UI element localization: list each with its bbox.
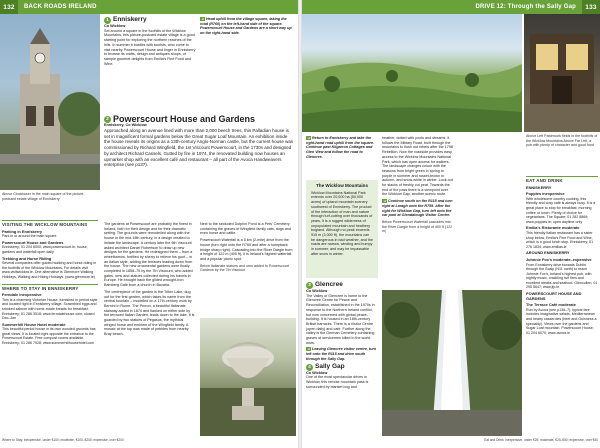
eat-drink-title: EAT AND DRINK bbox=[526, 176, 598, 184]
enniskerry-entry bbox=[104, 17, 196, 68]
waterfall-caption: Below Powerscourt Waterfall cascades into the River Dargle from a height of 400 ft (122 m) bbox=[382, 219, 453, 234]
map-pin-2: 2 bbox=[104, 116, 111, 123]
enniskerry-directions-col bbox=[200, 17, 294, 38]
glencree-title: Glencree bbox=[315, 281, 343, 289]
powerscourt-col1 bbox=[104, 222, 196, 339]
e1-text: With wholesome country cooking, this friendly and cosy café is always busy. It is a great place to stop for breakfast, morning coffee or lunch. Plenty of choice for vegetarians. The Square; 01 282 8869; www.poppies.ie; open daytime only bbox=[526, 196, 596, 224]
right-col2 bbox=[382, 136, 454, 234]
powerscourt-col2b-text: Powerscourt Waterfall is a 5 km (2-mile) drive from the house (turn right onto the R760 and after a humpback bridge sharp right). Cascading into the River Dargle from a height of 122 m (400 ft), it is Ireland's highest waterfall and a popular picnic spot. bbox=[200, 238, 293, 261]
clocktower-photo bbox=[0, 14, 100, 190]
powerscourt-heading bbox=[104, 116, 294, 123]
enniskerry-text: Set around a square in the foothills of the Wicklow Mountains, this picture-postcard estate village is a good starting point for exploring the northern reaches of the hills. In summer it bustles with tourists, who come to visit nearby Powerscourt House and linger in Enniskerry to browse its crafts, design and antiques shops, or sample gourmet delights from Emilia's Fine Food and Wine. bbox=[104, 28, 196, 66]
e3-text: From Enniskerry drive towards Dublin through the Scalp (N11 north) to reach Johnnie Fox's, Ireland's highest pub, with nightly music, crackling turf fires and excellent steaks and seafood. Glencullen; 01 295 5647; www.jfp.ie bbox=[526, 262, 598, 290]
clocktower-illustration bbox=[0, 14, 100, 190]
map-pin-4: 4 bbox=[306, 364, 313, 371]
enniskerry-county: Co Wicklow bbox=[104, 24, 126, 28]
ph-title: Powerscourt House and Gardens bbox=[2, 239, 64, 245]
gardens-statue-photo bbox=[200, 318, 296, 436]
glencree-heading bbox=[306, 282, 378, 289]
right-page-header bbox=[302, 0, 600, 14]
pub-illustration bbox=[524, 14, 600, 132]
stay2-text: This beautiful period house in its own wooded grounds has great views. It is located right opposite the entrance to the Powerscourt Estate. Free compost rooms available. Enniskerry; 01 286 7928; www.summerhillhousehotel.com bbox=[2, 327, 96, 346]
glencree-route-directions-text: Return to Enniskerry and take the right-hand road uphill from the square. Continue past Kilgarron Cottages and Glen View and follow the road to Glencree. bbox=[306, 136, 375, 159]
visiting-sidebar-title: VISITING THE WICKLOW MOUNTAINS bbox=[2, 220, 98, 228]
infobox-title: The Wicklow Mountains bbox=[315, 183, 369, 188]
right-footer: Eat and Drink: inexpensive, under €25; moderate, €25–€50; expensive, over €50 bbox=[484, 438, 598, 442]
pub-photo bbox=[524, 14, 600, 132]
eat-sub-enniskerry: ENNISKERRY bbox=[526, 184, 552, 190]
powerscourt-county: Enniskerry, Co Wicklow bbox=[104, 123, 147, 127]
e4-title: The Terrace Café moderate bbox=[526, 302, 576, 308]
glencree-text: The Valley of Glencree is home to the Glencree Centre for Peace and Reconciliation, established in the 1970s in response to the Northern Ireland conflict, but now concerned with global peace-building. It is housed in an 18th-century British barracks. There is a Visitor Centre (open daily) and café. Further along the valley is the German Cemetery containing graves of servicemen killed in the world wars. bbox=[306, 293, 375, 345]
enniskerry-heading bbox=[104, 17, 196, 24]
powerscourt-entry bbox=[104, 116, 294, 170]
visiting-sidebar bbox=[2, 220, 98, 346]
parking-title: Parking in Enniskerry bbox=[2, 228, 43, 234]
sallygap-county: Co Wicklow bbox=[306, 370, 328, 375]
map-pin-3: 3 bbox=[306, 282, 313, 289]
countryside-fields-photo bbox=[302, 14, 522, 132]
statue-urn-illustration bbox=[200, 318, 296, 436]
direction-arrow-icon: ➔ bbox=[383, 199, 386, 204]
enniskerry-directions bbox=[200, 17, 294, 36]
stay2-title: Summerhill House Hotel moderate bbox=[2, 321, 66, 327]
sallygap-heading bbox=[306, 364, 378, 371]
glencree-directions bbox=[306, 347, 378, 361]
powerscourt-col1b-text: The centrepiece of the garden is the Triton Lake, dug out for the first garden, which takes its name from the central fountain – modelled on a 17th-century work by Bernini in Rome. The Perron, a beautiful Italianate stairway added in 1874 and flanked on either side by the terraced Italian Garden, leads down to the lake. It is guarded by two statues of Pegasus, the mythical winged horse and emblem of the Wingfield family. A mosaic at the top was made of pebbles from nearby Bray beach. bbox=[104, 289, 195, 337]
glencree-entry bbox=[306, 282, 378, 391]
glencree-route-directions bbox=[306, 136, 378, 160]
trek-title: Trekking and Horse Riding bbox=[2, 255, 52, 261]
left-page-header bbox=[0, 0, 298, 14]
enniskerry-directions-text: Head uphill from the village square, taking the road (R760) on the left-hand side of the square. Powerscourt House and Gardens are a short way up on the right-hand side. bbox=[200, 17, 292, 36]
e4-text: Run by Avoca (see p136–7), typical fare includes imaginative salads, Mediterranean and hearty casseroles (beef and Guinness a speciality). Views over the gardens and Sugar Loaf mountain. Powerscourt House; 01 204 6070; www.avoca.ie bbox=[526, 307, 597, 335]
direction-arrow-icon: ➔ bbox=[307, 347, 310, 352]
stay-title: WHERE TO STAY IN ENNISKERRY bbox=[2, 284, 98, 292]
gardens-caption: Below Italianate statues and urns added to Powerscourt Gardens by the 7th Viscount bbox=[200, 263, 289, 273]
powerscourt-col2-text: Next to the secluded Dolphin Pond is a Pets' Cemetery containing the graves of Wingfield family cats, dogs and even horse and cattle. bbox=[200, 222, 292, 236]
clocktower-caption: Above Clocktower in the main square of the picture-postcard estate village of Enniskerry bbox=[2, 192, 85, 201]
e2-text: This friendly Italian restaurant has a sister shop below, Emilia's Fine Food and Wine, which is a good lunch stop. Enniskerry; 01 276 1834; www.emilias.ie bbox=[526, 230, 594, 249]
powerscourt-intro: Approached along an avenue lined with more than 2,000 beech trees, this Palladian house is set in magnificent formal gardens below the Great Sugar Loaf Mountain. An exhibition inside the house reveals its origins as a 13th-century Anglo-Norman castle, but the current house was commissioned by Richard Wingfield, the 1st Viscount Powerscourt, in the 1730s and designed by architect Richard Cassels. Gutted by fire in 1974, the renovated building now houses an upmarket shop with an excellent café and restaurant – all part of the Avoca Handweavers enterprise (see p137). bbox=[104, 127, 294, 168]
waterfall-photo bbox=[382, 290, 522, 436]
right-page-number: 133 bbox=[582, 0, 600, 14]
glendalough-directions-text: Continue south on the R115 and turn right at Laragh onto the R755. After the right for Wicklow Gap, turn left onto the car park at Glendalough Visitor Centre. bbox=[382, 199, 453, 218]
stay1-title: Ferndale inexpensive bbox=[2, 292, 42, 298]
pub-caption: Above Left Patchwork fields in the foothills of the Wicklow Mountains Above Far Left, a pub with plenty of character and good food bbox=[526, 134, 598, 148]
e3-title: Johnnie Fox's moderate–expensive bbox=[526, 256, 592, 262]
glendalough-directions bbox=[382, 199, 454, 218]
e1-title: Poppies inexpensive bbox=[526, 191, 565, 197]
eat-sub-powerscourt: POWERSCOURT HOUSE AND GARDENS bbox=[526, 291, 582, 301]
direction-arrow-icon: ➔ bbox=[201, 17, 204, 21]
e2-title: Emilia's Ristorante moderate bbox=[526, 225, 580, 231]
waterfall-illustration bbox=[382, 290, 522, 436]
ph-text: Enniskerry; 01 204 6000; www.powerscourt.ie; house, gardens and waterfall open daily bbox=[2, 245, 88, 254]
powerscourt-col1-text: The gardens at Powerscourt are probably the finest in Ireland, both for their design and for their dramatic setting. The grounds were remodelled along with the house in the mid-18th century, in a design created to imitate the landscape. A century later the 6th Viscount asked architect Daniel Robertson to draw up new designs for the gardens. He redesigned them – from a wheelbarrow, fortified by sherry to relieve his gout – in an Italian style, adding the terraces leading down from the house. The new ornamental gardens were finally completed in 1858–75 by the 7th Viscount, who added gates, urns and statues collected during his travels in Europe. He brought back the gilded wrought-iron Bamberg Gate from a church in Bavaria. bbox=[104, 222, 193, 288]
trek-text: Several companies offer guided walking and horse-riding in the foothills of the Wicklow Mountains. For details visit www.visitwicklow.ie. One alternative is Glenmore Walking Holidays, Walking and Hiking Holidays. (www.glenmore.ie) bbox=[2, 261, 97, 279]
powerscourt-col2 bbox=[200, 222, 294, 273]
sallygap-title: Sally Gap bbox=[315, 362, 345, 370]
eat-drink-sidebar bbox=[526, 176, 598, 335]
glencree-county: Co Wicklow bbox=[306, 289, 328, 293]
map-pin-1: 1 bbox=[104, 17, 111, 24]
enniskerry-title: Enniskerry bbox=[113, 16, 147, 24]
right-running-title: DRIVE 12: Through the Sally Gap bbox=[475, 4, 576, 10]
left-footer: Where to Stay: inexpensive, under €100; moderate, €100–€200; expensive, over €200 bbox=[2, 438, 124, 442]
powerscourt-title: Powerscourt House and Gardens bbox=[113, 114, 256, 125]
wicklow-mountains-infobox bbox=[306, 180, 378, 278]
sallygap-continued-text: heather, dotted with pools and streams. It follows the Military Road, built through the mountains to flush out rebels after the 1798 Rebellion. Now the roadside provides easy access to the Wicklow Mountains National Park, which has open access for walkers. The landscape changes colour with the seasons from bright green in spring to purple in summer and russet-brown in autumn, and snow-white in winter. Look out for stacks of freshly cut peat. Towards the end of the pass there is a viewpoint over the Wicklow Gap, another scenic route. bbox=[382, 136, 453, 197]
glencree-directions-text: Leaving Glencree visitor centre, turn left onto the R115 and drive south through the Sally Gap. bbox=[306, 347, 377, 361]
infobox-text: Wicklow Mountains National Park extends over 20,000 ha (50,000 acres) of upland mountain scenery southwest of Enniskerry. The product of the interaction of man and nature through turf-cutting over thousands of years, it is a rugged wilderness of unpopulated mountain and heathery bogland. Although no peak exceeds 915 m (3,000 ft), the mountains can be dangerous in bad weather, and the roads are narrow, winding and bumpy in summer, and may be impassable after snow in winter. bbox=[311, 190, 373, 256]
left-running-title: BACK ROADS IRELAND bbox=[24, 4, 97, 10]
eat-sub-around: AROUND ENNISKERRY bbox=[526, 250, 570, 256]
fields-illustration bbox=[302, 14, 522, 132]
sallygap-text: One of the most spectacular drives in Wicklow, this remote mountain pass is surrounded by blanket bog and bbox=[306, 375, 369, 389]
parking-text: Park in or around the main square. bbox=[2, 234, 58, 239]
stay1-text: This is a charming Victorian House, furnished in period style and located right in Enniskerry village. Scrambled eggs and smoked salmon with home-made breads for breakfast. Enniskerry; 01 286 3518; www.ferndalehouse.com; closed Dec–Jan bbox=[2, 297, 98, 321]
direction-arrow-icon: ➔ bbox=[307, 136, 310, 140]
left-page-number: 132 bbox=[0, 0, 18, 14]
right-col1 bbox=[306, 136, 378, 162]
